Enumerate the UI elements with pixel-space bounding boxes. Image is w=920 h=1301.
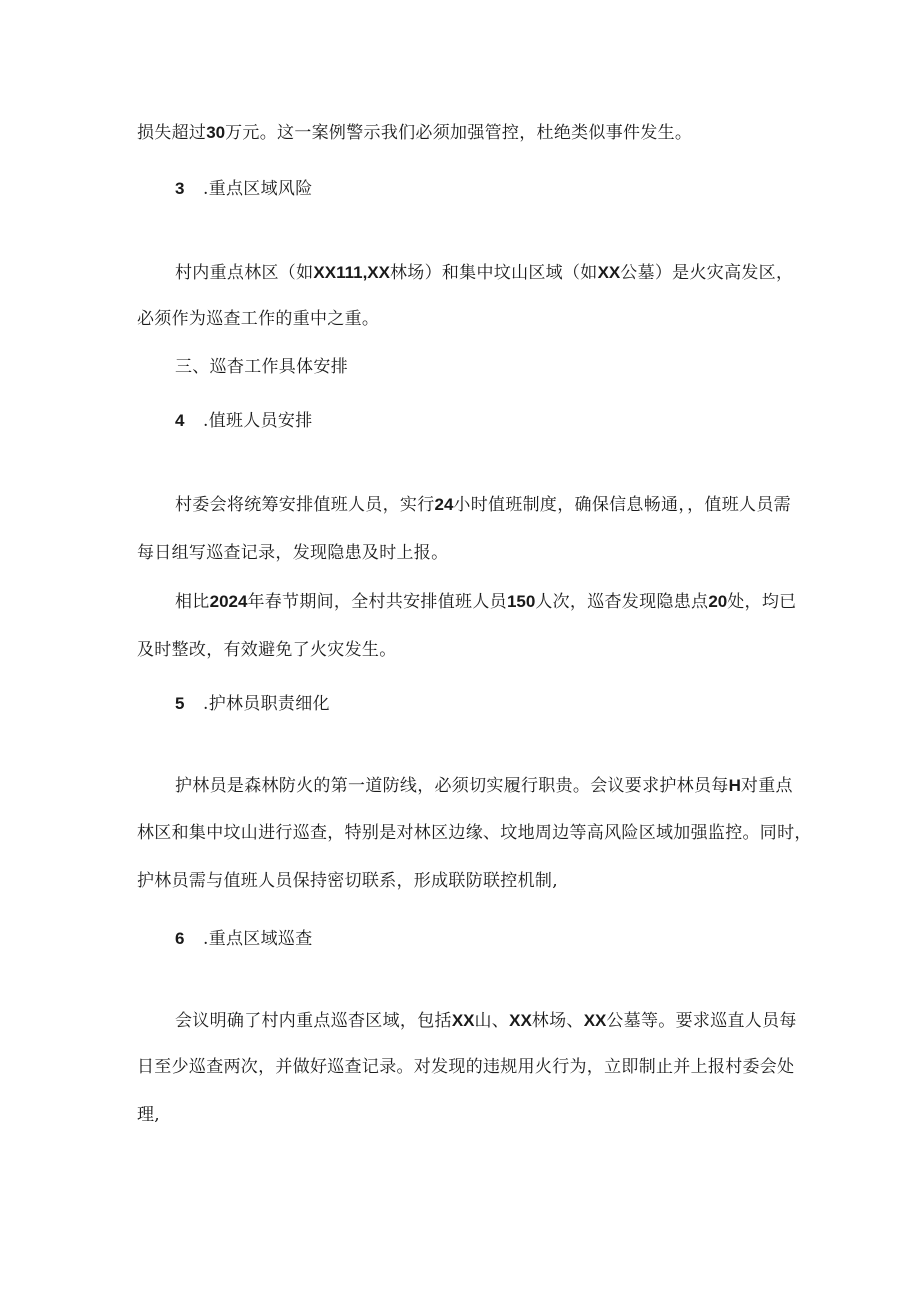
text-run: 人次，巡杳发现隐患点 xyxy=(535,592,709,612)
text-run: 村委会将统筹安排值班人员，实行 xyxy=(175,495,435,515)
text-run: 护林员是森林防火的第一道防线，必须切实履行职贵。会议要求护林员每 xyxy=(175,776,729,796)
subheading-number: 5 xyxy=(175,694,185,713)
number-run: 30 xyxy=(206,123,226,142)
paragraph-line: 及时整改，有效避免了火灾发生。 xyxy=(137,640,397,660)
text-run: 小时值班制度，确保信息畅通，，值班人员需 xyxy=(453,495,791,515)
paragraph-line: 日至少巡查两次，并做好巡查记录。对发现的违规用火行为，立即制止并上报村委会处 xyxy=(137,1057,795,1077)
text-run: 对重点 xyxy=(740,776,793,796)
subheading-text: .重点区域巡查 xyxy=(203,929,313,949)
paragraph-line: 必须作为巡查工作的重中之重。 xyxy=(137,309,380,329)
text-run: 会议明确了村内重点巡杳区域，包括 xyxy=(175,1011,452,1031)
text-run: 年春节期间，全村共安排值班人员 xyxy=(247,592,507,612)
text-run: 公墓等。要求巡直人员每 xyxy=(606,1011,797,1031)
number-run: XX111,XX xyxy=(313,263,390,282)
text-run: 相比 xyxy=(175,592,210,612)
number-run: XX xyxy=(583,1011,607,1030)
paragraph-line: 林区和集中坟山进行巡查，特别是对林区边缘、坟地周边等高风险区域加强监控。同时， xyxy=(137,823,812,843)
number-run: 2024 xyxy=(209,592,248,611)
number-run: 24 xyxy=(434,495,454,514)
subheading-6 xyxy=(175,928,313,950)
number-run: 20 xyxy=(708,592,728,611)
paragraph-line xyxy=(175,775,793,797)
subheading-text: .护林员职责细化 xyxy=(203,694,330,714)
number-run: 150 xyxy=(506,592,536,611)
text-run: 万元。这一案例警示我们必须加强管控，杜绝类似事件发生。 xyxy=(225,123,693,143)
paragraph-line xyxy=(137,122,692,144)
subheading-5 xyxy=(175,693,330,715)
subheading-number: 3 xyxy=(175,179,185,198)
text-run: 村内重点林区（如 xyxy=(175,263,314,283)
text-run: 林场、 xyxy=(531,1011,584,1031)
paragraph-line xyxy=(175,494,791,516)
subheading-number: 4 xyxy=(175,411,185,430)
subheading-4 xyxy=(175,410,313,432)
subheading-text: .重点区域风险 xyxy=(203,179,313,199)
paragraph-line xyxy=(175,262,793,284)
number-run: H xyxy=(728,776,741,795)
section-heading: 三、巡杳工作具体安排 xyxy=(175,357,348,377)
paragraph-line xyxy=(175,591,796,613)
text-run: 公墓）是火灾高发区， xyxy=(620,263,794,283)
subheading-text: .值班人员安排 xyxy=(203,411,313,431)
subheading-3 xyxy=(175,178,313,200)
text-run: 山、 xyxy=(474,1011,510,1031)
text-run: 处，均已 xyxy=(727,592,797,612)
subheading-number: 6 xyxy=(175,929,185,948)
number-run: XX xyxy=(509,1011,532,1030)
paragraph-line: 护林员需与值班人员保持密切联系，形成联防联控机制, xyxy=(137,871,558,891)
paragraph-line: 每日组写巡查记录，发现隐患及时上报。 xyxy=(137,543,449,563)
paragraph-line xyxy=(175,1010,797,1032)
paragraph-line: 理, xyxy=(137,1105,161,1125)
text-run: 林场）和集中坟山区域（如 xyxy=(389,263,598,283)
number-run: XX xyxy=(597,263,621,282)
number-run: XX xyxy=(451,1011,475,1030)
text-run: 损失超过 xyxy=(137,123,207,143)
